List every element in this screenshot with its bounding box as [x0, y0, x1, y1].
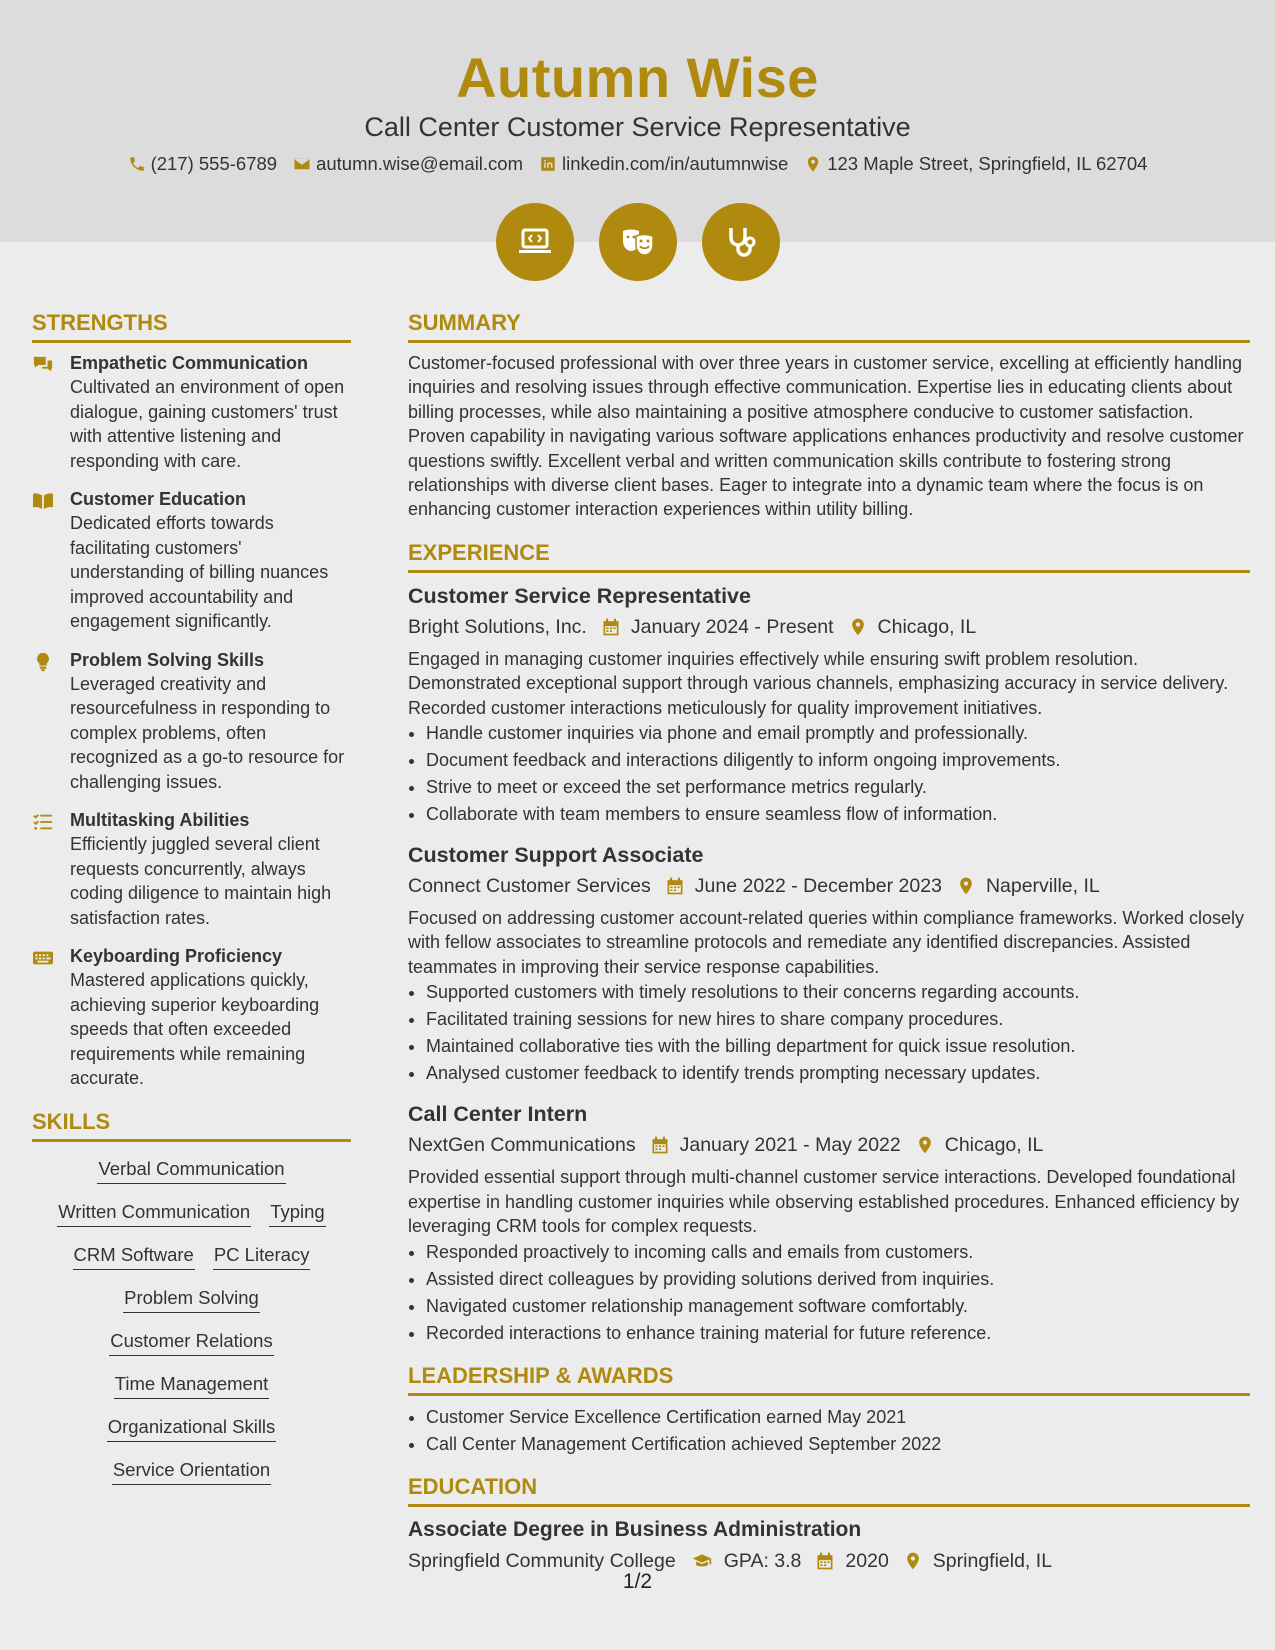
skills-heading: SKILLS	[32, 1105, 351, 1142]
candidate-title: Call Center Customer Service Representative	[364, 112, 911, 142]
badge-row	[0, 203, 1275, 281]
strength-item	[32, 648, 351, 795]
left-column	[32, 306, 351, 1500]
linkedin-icon	[539, 155, 557, 173]
right-column	[408, 306, 1250, 1581]
contact-phone[interactable]	[128, 152, 278, 176]
skill-tag: Service Orientation	[112, 1457, 271, 1485]
job-bullet: • Navigated customer relationship management software comfortably.	[426, 1293, 1250, 1320]
contact-email[interactable]	[293, 152, 523, 176]
job-location: Naperville, IL	[985, 875, 1100, 898]
book-icon	[32, 491, 54, 511]
strength-item	[32, 944, 351, 1091]
job-company: Bright Solutions, Inc.	[408, 615, 587, 638]
job-company: Connect Customer Services	[408, 875, 651, 898]
job-title: Customer Support Associate	[408, 843, 704, 868]
job-bullet: • Recorded interactions to enhance training material for future reference.	[426, 1320, 1250, 1347]
skill-tag: Organizational Skills	[107, 1414, 277, 1442]
envelope-icon	[293, 155, 311, 173]
award-item: • Customer Service Excellence Certification earned May 2021	[426, 1404, 1250, 1431]
candidate-name: Autumn Wise	[456, 46, 819, 109]
job-dates: June 2022 - December 2023	[694, 875, 942, 898]
email-text: autumn.wise@email.com	[316, 153, 524, 174]
map-pin-icon	[848, 617, 868, 637]
job-bullet: • Strive to meet or exceed the set performance metrics regularly.	[426, 774, 1250, 801]
job-title: Call Center Intern	[408, 1102, 588, 1127]
lightbulb-icon	[32, 652, 54, 672]
calendar-icon	[601, 617, 621, 637]
strength-desc: Leveraged creativity and resourcefulness in responding to complex problems, often recognized as a go-to resource for challenging issues.	[70, 673, 345, 792]
job-location: Chicago, IL	[877, 615, 977, 638]
job-entry	[408, 840, 1250, 1087]
job-description: Engaged in managing customer inquiries effectively while ensuring swift problem resolution. Demonstrated exceptional support through various channels, emphasizing accuracy in service delivery. Recorded customer interactions meticulously for quality improvement initiatives.	[408, 648, 1229, 718]
contact-bar	[0, 152, 1275, 176]
skill-tag: CRM Software	[73, 1242, 195, 1270]
theater-masks-icon	[618, 222, 658, 262]
job-bullet: • Maintained collaborative ties with the billing department for quick issue resolution.	[426, 1033, 1250, 1060]
skill-tag: Verbal Communication	[97, 1156, 285, 1184]
strength-title: Empathetic Communication	[70, 353, 309, 373]
skills-list	[32, 1150, 351, 1485]
job-dates: January 2024 - Present	[630, 615, 834, 638]
calendar-icon	[815, 1551, 835, 1571]
strength-title: Customer Education	[70, 489, 247, 509]
job-meta	[408, 1129, 1250, 1161]
strength-desc: Efficiently juggled several client requests concurrently, always coding diligence to maintain high satisfaction rates.	[70, 834, 332, 928]
job-dates: January 2021 - May 2022	[679, 1134, 901, 1157]
education-heading: EDUCATION	[408, 1470, 1250, 1507]
strength-desc: Mastered applications quickly, achieving superior keyboarding speeds that often exceeded requirements while remaining accurate.	[70, 970, 320, 1088]
strengths-heading: STRENGTHS	[32, 306, 351, 343]
strength-title: Problem Solving Skills	[70, 649, 265, 670]
award-item: • Call Center Management Certification achieved September 2022	[426, 1431, 1250, 1458]
theater-masks-badge	[599, 203, 677, 281]
page-number: 1/2	[622, 1570, 653, 1593]
strength-item	[32, 487, 351, 634]
skill-tag: Written Communication	[57, 1199, 251, 1227]
job-bullets	[408, 1239, 1250, 1347]
job-location: Chicago, IL	[944, 1134, 1044, 1157]
contact-linkedin[interactable]	[539, 152, 788, 176]
job-description: Provided essential support through multi-channel customer service interactions. Developed foundational expertise in handling customer inquiries while observing established procedures. Enhanced efficiency by leveraging CRM tools for complex requests.	[408, 1167, 1240, 1237]
job-bullet: • Assisted direct colleagues by providing solutions derived from inquiries.	[426, 1266, 1250, 1293]
school-location: Springfield, IL	[932, 1549, 1053, 1572]
summary-text: Customer-focused professional with over three years in customer service, excelling at efficiently handling inquiries and resolving issues through effective communication. Expertise lies in educating clients about billing processes, while also maintaining a positive atmosphere conducive to customer satisfaction. Proven capability in navigating various software applications enhances productivity and resolve customer questions swiftly. Excellent verbal and written communication skills contribute to fostering strong relationships with diverse client bases. Eager to integrate into a dynamic team where the focus is on enhancing customer interaction experiences within utility billing.	[408, 353, 1244, 520]
strength-desc: Dedicated efforts towards facilitating customers' understanding of billing nuances improved accountability and engagement significantly.	[70, 513, 329, 631]
strength-item	[32, 351, 351, 473]
job-entry	[408, 581, 1250, 828]
laptop-code-icon	[515, 222, 555, 262]
skill-tag: Typing	[269, 1199, 326, 1227]
list-check-icon	[32, 812, 54, 832]
strength-item	[32, 808, 351, 930]
job-title: Customer Service Representative	[408, 583, 751, 608]
skill-tag: Time Management	[114, 1371, 270, 1399]
map-pin-icon	[804, 155, 822, 173]
strength-title: Multitasking Abilities	[70, 810, 250, 830]
map-pin-icon	[956, 876, 976, 896]
map-pin-icon	[903, 1551, 923, 1571]
job-bullet: • Analysed customer feedback to identify trends prompting necessary updates.	[426, 1060, 1250, 1087]
awards-heading: LEADERSHIP & AWARDS	[408, 1359, 1250, 1396]
calendar-icon	[650, 1135, 670, 1155]
skill-tag: Problem Solving	[123, 1285, 260, 1313]
gpa: GPA: 3.8	[723, 1549, 802, 1572]
school-name: Springfield Community College	[408, 1549, 676, 1572]
phone-text: (217) 555-6789	[150, 153, 278, 174]
summary-heading: SUMMARY	[408, 306, 1250, 343]
job-bullet: • Collaborate with team members to ensure seamless flow of information.	[426, 801, 1250, 828]
awards-list	[408, 1404, 1250, 1458]
job-bullet: • Supported customers with timely resolutions to their concerns regarding accounts.	[426, 979, 1250, 1006]
job-meta	[408, 870, 1250, 902]
skill-tag: PC Literacy	[213, 1242, 311, 1270]
job-bullet: • Handle customer inquiries via phone and email promptly and professionally.	[426, 720, 1250, 747]
job-company: NextGen Communications	[408, 1134, 636, 1157]
graduation-cap-icon	[690, 1551, 714, 1571]
job-bullets	[408, 979, 1250, 1087]
job-bullet: • Facilitated training sessions for new hires to share company procedures.	[426, 1006, 1250, 1033]
address-text: 123 Maple Street, Springfield, IL 62704	[827, 153, 1148, 174]
map-pin-icon	[915, 1135, 935, 1155]
job-bullets	[408, 720, 1250, 828]
stethoscope-badge	[702, 203, 780, 281]
calendar-icon	[665, 876, 685, 896]
job-meta	[408, 611, 1250, 643]
comments-icon	[32, 355, 54, 375]
job-bullet: • Responded proactively to incoming calls and emails from customers.	[426, 1239, 1250, 1266]
job-bullet: • Document feedback and interactions diligently to inform ongoing improvements.	[426, 747, 1250, 774]
strength-title: Keyboarding Proficiency	[70, 946, 283, 966]
strength-desc: Cultivated an environment of open dialogue, gaining customers' trust with attentive listening and responding with care.	[70, 377, 345, 471]
experience-heading: EXPERIENCE	[408, 536, 1250, 573]
linkedin-text: linkedin.com/in/autumnwise	[562, 153, 789, 174]
keyboard-icon	[32, 948, 54, 968]
job-description: Focused on addressing customer account-related queries within compliance frameworks. Worked closely with fellow associates to streamline protocols and remediate any identified discrepancies. Assisted teammates in improving their service response capabilities.	[408, 908, 1245, 977]
contact-address	[804, 152, 1147, 176]
phone-icon	[128, 155, 146, 173]
degree-title: Associate Degree in Business Administration	[408, 1517, 862, 1541]
stethoscope-icon	[721, 222, 761, 262]
laptop-code-badge	[496, 203, 574, 281]
job-entry	[408, 1099, 1250, 1346]
graduation-year: 2020	[845, 1549, 889, 1572]
skill-tag: Customer Relations	[109, 1328, 273, 1356]
